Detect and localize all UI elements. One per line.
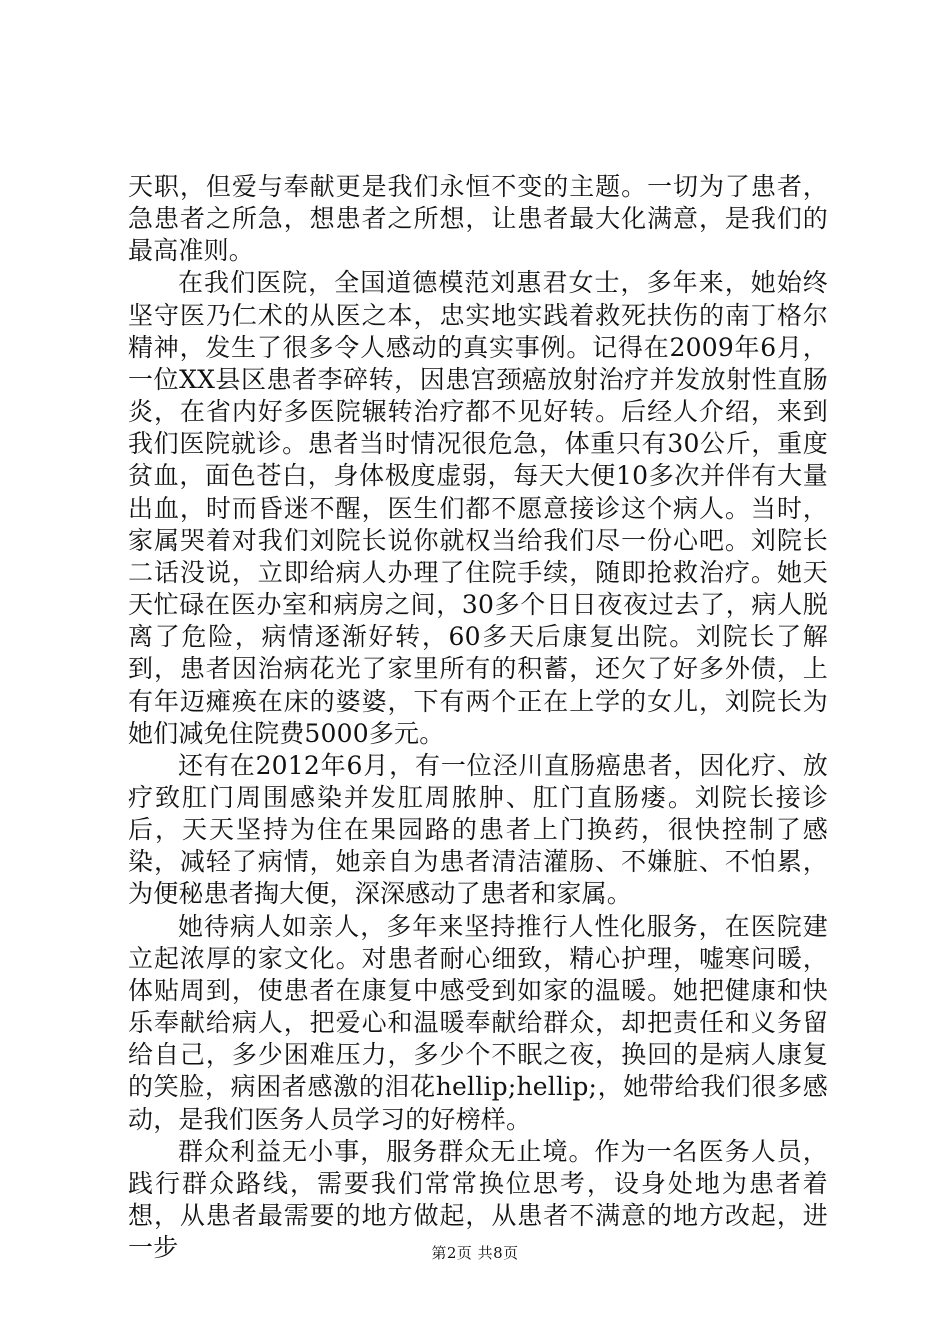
- paragraph-3: 还有在2012年6月，有一位泾川直肠癌患者，因化疗、放疗致肛门周围感染并发肛周脓肿、肛门直肠瘘。刘院长接诊后，天天坚持为住在果园路的患者上门换药，很快控制了感染，减轻了病情，她亲自为患者清洁灌肠、不嫌脏、不怕累，为便秘患者掏大便，深深感动了患者和家属。: [128, 750, 828, 909]
- paragraph-5: 群众利益无小事，服务群众无止境。作为一名医务人员，践行群众路线，需要我们常常换位思考，设身处地为患者着想，从患者最需要的地方做起，从患者不满意的地方改起，进一步: [128, 1136, 828, 1263]
- paragraph-2: 在我们医院，全国道德模范刘惠君女士，多年来，她始终坚守医乃仁术的从医之本，忠实地实践着救死扶伤的南丁格尔精神，发生了很多令人感动的真实事例。记得在2009年6月，一位XX县区患者李碎转，因患宫颈癌放射治疗并发放射性直肠炎，在省内好多医院辗转治疗都不见好转。后经人介绍，来到我们医院就诊。患者当时情况很危急，体重只有30公斤，重度贫血，面色苍白，身体极度虚弱，每天大便10多次并伴有大量出血，时而昏迷不醒，医生们都不愿意接诊这个病人。当时，家属哭着对我们刘院长说你就权当给我们尽一份心吧。刘院长二话没说，立即给病人办理了住院手续，随即抢救治疗。她天天忙碌在医办室和病房之间，30多个日日夜夜过去了，病人脱离了危险，病情逐渐好转，60多天后康复出院。刘院长了解到，患者因治病花光了家里所有的积蓄，还欠了好多外债，上有年迈瘫痪在床的婆婆，下有两个正在上学的女儿，刘院长为她们减免住院费5000多元。: [128, 268, 828, 748]
- document-body: [128, 171, 828, 1264]
- page-footer: 第2页 共8页: [431, 1244, 519, 1262]
- paragraph-1: 天职，但爱与奉献更是我们永恒不变的主题。一切为了患者，急患者之所急，想患者之所想，让患者最大化满意，是我们的最高准则。: [128, 172, 828, 266]
- paragraph-4: 她待病人如亲人，多年来坚持推行人性化服务，在医院建立起浓厚的家文化。对患者耐心细致，精心护理，嘘寒问暖，体贴周到，使患者在康复中感受到如家的温暖。她把健康和快乐奉献给病人，把爱心和温暖奉献给群众，却把责任和义务留给自己，多少困难压力，多少个不眠之夜，换回的是病人康复的笑脸，病困者感激的泪花hellip;hellip;，她带给我们很多感动，是我们医务人员学习的好榜样。: [128, 911, 828, 1134]
